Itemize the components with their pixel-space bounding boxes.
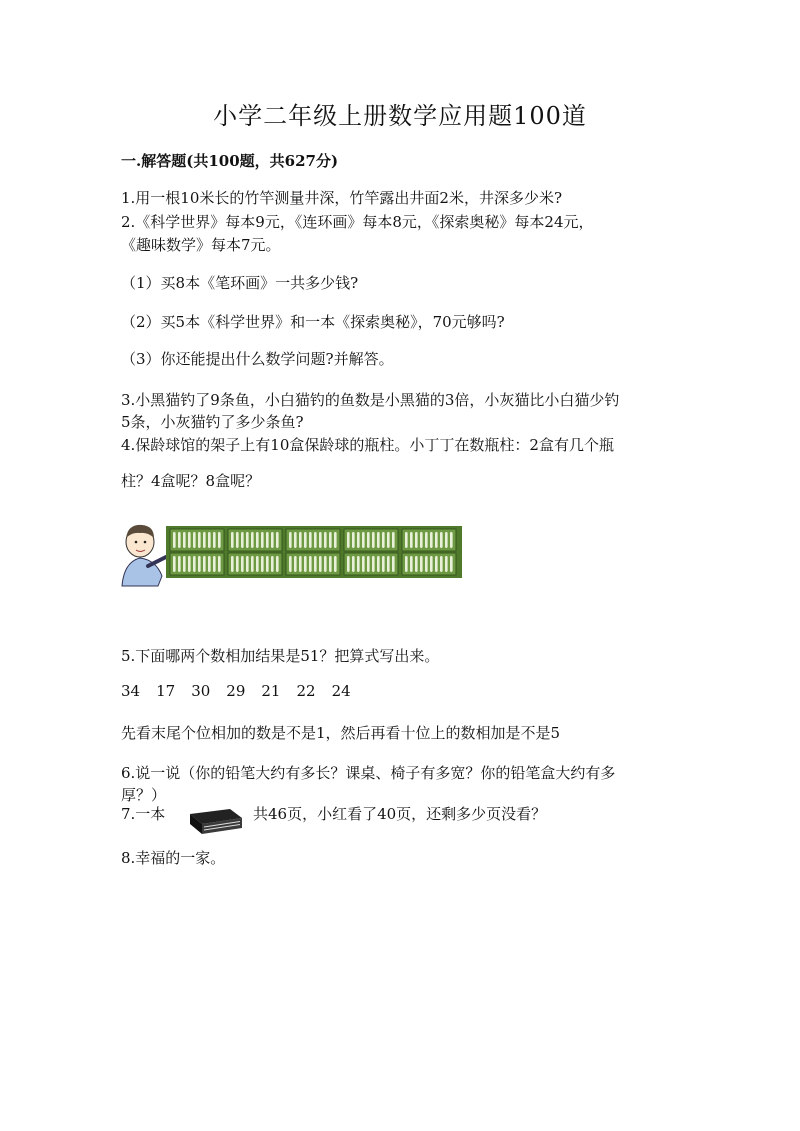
bowling-pin — [178, 532, 181, 548]
section-heading: 一.解答题(共100题，共627分) — [121, 152, 339, 170]
bowling-pin — [276, 532, 279, 548]
bowling-pin — [410, 532, 413, 548]
bowling-pin — [314, 532, 317, 548]
bowling-pin — [362, 532, 365, 548]
bowling-rack-illustration — [118, 520, 468, 590]
bowling-pin — [246, 532, 249, 548]
bowling-pin — [440, 556, 443, 572]
bowling-pin — [173, 556, 176, 572]
bowling-pin — [372, 556, 375, 572]
bowling-pin — [304, 556, 307, 572]
bowling-pin — [193, 556, 196, 572]
bowling-pin — [261, 532, 264, 548]
number-list — [121, 682, 367, 700]
bowling-pin — [188, 556, 191, 572]
bowling-pin — [450, 556, 453, 572]
number-item: 29 — [226, 682, 246, 700]
bowling-pin — [319, 556, 322, 572]
bowling-pin — [387, 556, 390, 572]
question-6-line-1: 6.说一说（你的铅笔大约有多长？课桌、椅子有多宽？你的铅笔盒大约有多 — [121, 764, 616, 782]
bowling-pin — [271, 556, 274, 572]
bowling-pin — [266, 532, 269, 548]
bowling-pin — [236, 556, 239, 572]
bowling-pin — [329, 532, 332, 548]
number-item: 17 — [156, 682, 176, 700]
bowling-pin — [382, 532, 385, 548]
page-title: 小学二年级上册数学应用题100道 — [213, 102, 587, 130]
bowling-pin — [420, 556, 423, 572]
bowling-pin — [304, 532, 307, 548]
question-3-line-1: 3.小黑猫钓了9条鱼，小白猫钓的鱼数是小黑猫的3倍，小灰猫比小白猫少钓 — [121, 391, 620, 409]
bowling-pin — [450, 532, 453, 548]
book-icon — [186, 806, 244, 838]
bowling-pin — [347, 556, 350, 572]
bowling-pin — [367, 532, 370, 548]
bowling-pin — [236, 532, 239, 548]
bowling-pin — [231, 556, 234, 572]
bowling-pin — [276, 556, 279, 572]
bowling-pin — [382, 556, 385, 572]
bowling-pin — [309, 556, 312, 572]
bowling-pin — [347, 532, 350, 548]
bowling-pin — [324, 532, 327, 548]
number-item: 24 — [331, 682, 351, 700]
question-6-line-2: 厚？） — [121, 786, 167, 804]
bowling-pin — [183, 556, 186, 572]
bowling-pin — [334, 556, 337, 572]
bowling-pin — [352, 556, 355, 572]
bowling-pin — [198, 532, 201, 548]
bowling-pin — [319, 532, 322, 548]
question-2-line-2: 《趣味数学》每本7元。 — [121, 236, 281, 254]
bowling-pin — [410, 556, 413, 572]
bowling-pin — [218, 556, 221, 572]
bowling-pin — [271, 532, 274, 548]
bowling-pin — [289, 556, 292, 572]
bowling-pin — [392, 556, 395, 572]
bowling-pin — [251, 532, 254, 548]
bowling-pin — [203, 532, 206, 548]
bowling-pin — [392, 532, 395, 548]
bowling-pin — [430, 556, 433, 572]
bowling-pin — [362, 556, 365, 572]
bowling-pin — [445, 532, 448, 548]
question-3-line-2: 5条，小灰猫钓了多少条鱼? — [121, 413, 304, 431]
bowling-pin — [299, 532, 302, 548]
question-7-prefix: 7.一本 — [121, 805, 166, 823]
bowling-pin — [357, 556, 360, 572]
bowling-pin — [241, 556, 244, 572]
bowling-pin — [208, 556, 211, 572]
question-5: 5.下面哪两个数相加结果是51？把算式写出来。 — [121, 647, 440, 665]
number-item: 30 — [191, 682, 211, 700]
question-2-sub-2: （2）买5本《科学世界》和一本《探索奥秘》，70元够吗? — [121, 313, 505, 331]
number-item: 34 — [121, 682, 141, 700]
bowling-pin — [294, 532, 297, 548]
bowling-pin — [420, 532, 423, 548]
bowling-pin — [289, 532, 292, 548]
question-2-line-1: 2.《科学世界》每本9元，《连环画》每本8元，《探索奥秘》每本24元， — [121, 213, 594, 231]
question-4-line-1: 4.保龄球馆的架子上有10盒保龄球的瓶柱。小丁丁在数瓶柱：2盒有几个瓶 — [121, 436, 614, 454]
bowling-pin — [241, 532, 244, 548]
bowling-pin — [425, 556, 428, 572]
bowling-pin — [445, 556, 448, 572]
question-4-line-2: 柱？4盒呢？8盒呢？ — [121, 472, 261, 490]
bowling-pin — [309, 532, 312, 548]
bowling-pin — [415, 532, 418, 548]
bowling-pin — [435, 556, 438, 572]
bowling-pin — [294, 556, 297, 572]
bowling-pin — [405, 556, 408, 572]
bowling-pin — [405, 532, 408, 548]
bowling-pin — [415, 556, 418, 572]
bowling-pin — [352, 532, 355, 548]
bowling-pin — [178, 556, 181, 572]
bowling-pin — [193, 532, 196, 548]
question-8: 8.幸福的一家。 — [121, 849, 226, 867]
bowling-pin — [314, 556, 317, 572]
bowling-pin — [231, 532, 234, 548]
bowling-pin — [256, 532, 259, 548]
bowling-pin — [246, 556, 249, 572]
bowling-pin — [324, 556, 327, 572]
bowling-pin — [261, 556, 264, 572]
bowling-pin — [183, 532, 186, 548]
bowling-pin — [430, 532, 433, 548]
bowling-pin — [425, 532, 428, 548]
number-item: 22 — [296, 682, 316, 700]
bowling-pin — [266, 556, 269, 572]
bowling-pin — [357, 532, 360, 548]
bowling-pin — [387, 532, 390, 548]
bowling-pin — [188, 532, 191, 548]
question-7-suffix: 共46页，小红看了40页，还剩多少页没看？ — [253, 805, 547, 823]
bowling-pin — [198, 556, 201, 572]
boy-figure — [122, 525, 168, 586]
bowling-pin — [377, 532, 380, 548]
bowling-pin — [299, 556, 302, 572]
bowling-pin — [218, 532, 221, 548]
bowling-pin — [329, 556, 332, 572]
bowling-pin — [213, 556, 216, 572]
bowling-pin — [377, 556, 380, 572]
question-1: 1.用一根10米长的竹竿测量井深，竹竿露出井面2米，井深多少米? — [121, 189, 562, 207]
bowling-pin — [440, 532, 443, 548]
bowling-pin — [367, 556, 370, 572]
bowling-pin — [334, 532, 337, 548]
question-5-hint: 先看末尾个位相加的数是不是1，然后再看十位上的数相加是不是5 — [121, 724, 561, 742]
question-2-sub-3: （3）你还能提出什么数学问题?并解答。 — [121, 350, 394, 368]
bowling-pin — [208, 532, 211, 548]
bowling-pin — [203, 556, 206, 572]
bowling-pin — [435, 532, 438, 548]
pin-rack — [166, 526, 462, 578]
question-2-sub-1: （1）买8本《笔环画》一共多少钱? — [121, 274, 359, 292]
bowling-pin — [173, 532, 176, 548]
bowling-pin — [213, 532, 216, 548]
bowling-pin — [251, 556, 254, 572]
number-item: 21 — [261, 682, 281, 700]
bowling-pin — [256, 556, 259, 572]
bowling-pin — [372, 532, 375, 548]
